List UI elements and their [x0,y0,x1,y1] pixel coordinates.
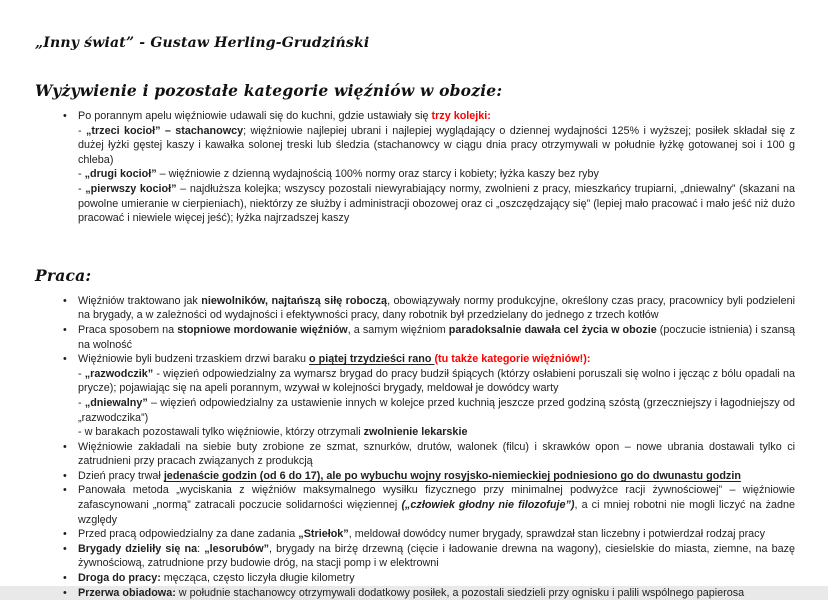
text-run: Przerwa obiadowa: [78,586,176,599]
text-run: - [78,367,85,380]
text-run: Więźniów traktowano jak [78,294,202,307]
text-run: zwolnienie lekarskie [363,426,468,439]
text-run: „lesorubów” [204,542,270,555]
text-run: - [78,124,86,137]
text-run: męcząca, często liczyła długie kilometry [160,572,355,585]
text-run: stopniowe mordowanie więźniów [177,323,348,336]
text-run: - [78,396,85,409]
text-run: „trzeci kocioł” – stachanowcy [85,124,244,137]
text-run: - w barakach pozostawali tylko więźniowie, którzy otrzymali [78,426,364,439]
text-run: paradoksalnie dawała cel życia w obozie [448,323,657,336]
text-run: Panowała metoda „wyciskania z więźniów maksymalnego wysiłku fizycznego przy minimalnej podwyżce racji żywnościowej” – więźniowie zafascynowani „normą” zatracali poczucie solidarności więziennej [78,484,795,512]
text-run: „pierwszy kocioł” [85,182,177,195]
text-run: – więzień odpowiedzialny za ustawienie innych w kolejce przed kuchnią jeszcze przed godziną szóstą (grzeczniejszy i łagodniejszy od „razwodczika”) [78,396,795,424]
text-run: Dzień pracy trwał [78,469,164,482]
text-run: w południe stachanowcy otrzymywali dodatkowy posiłek, a pozostali siedzieli przy ognisku i palili wspólnego papierosa [175,586,745,599]
text-run: - [78,168,85,181]
text-run: Po porannym apelu więźniowie udawali się do kuchni, gdzie ustawiały się [78,110,432,122]
text-run: o piątej trzydzieści rano [309,353,435,366]
bullet-item [62,440,795,469]
text-run: - [78,182,86,195]
text-run: „dniewalny” [84,396,148,409]
text-run: , a ci mniej robotni nie mogli liczyć na żadne względy [78,499,795,526]
text-run: (tu także kategorie więźniów!): [434,353,591,366]
section-heading: Praca: [35,265,92,285]
bullet-item [62,352,795,440]
text-run: niewolników, najtańszą siłę roboczą [201,294,388,307]
document-title: „Inny świat” - Gustaw Herling-Grudziński [35,35,370,51]
text-run: Więźniowie zakładali na siebie buty zrobione ze szmat, sznurków, drutów, walonek (filcu) i skrawków opon – nowe ubrania dostawali tylko ci zatrudnieni przy pracach związanych z produkcją [78,440,795,468]
bullet-list [62,109,795,226]
bullet-item [62,294,795,323]
text-run: Praca sposobem na [78,323,178,336]
text-run: - więzień odpowiedzialny za wymarsz brygad do pracy budził śpiących (którzy osłabieni poruszali się wolno i jęcząc z bólu opadali na prycze); pojawiając się na apeli porannym, wzywał w kolejności brygady, meldował je dowódcy warty [78,367,795,395]
text-run: ; więźniowie najlepiej ubrani i najlepiej wyglądający o dziennej wydajności 125% i wyższej; posiłek składał się z dużej łyżki gęstej kaszy i kawałka solonej treski lub śledzia (stachanowcy w ciągu dnia pracy otrzymywali w południe łyżkę gotowanej soi i 100 g chleba) [78,124,795,166]
bullet-item [62,586,795,600]
section-food-categories [35,81,795,226]
text-run: , meldował dowódcy numer brygady, sprawdzał stan liczebny i potwierdzał rodzaj pracy [348,528,765,541]
text-run: Brygady dzieliły się na [78,542,198,555]
text-run: – najdłuższa kolejka; wszyscy pozostali niewyrabiający normy, zwolnieni z pracy, mieszkańcy trupiarni, „dniewalny” (skazani na powolne umieranie w cierpieniach), niektórzy ze służby i administracji obozowej oraz ci „oszczędzający się” (lepiej mało pracować i mało jeść niż dużo pracować i niewiele więcej jeść); łyżka najrzadszej kaszy [78,182,795,225]
text-run: „drugi kocioł” [84,168,157,181]
text-run: „Striełok” [298,528,349,541]
text-run: Więźniowie byli budzeni trzaskiem drzwi baraku [78,353,310,366]
text-run: trzy kolejki: [431,110,491,122]
text-run: – więźniowie z dzienną wydajnością 100% normy oraz starcy i kobiety; łyżka kaszy bez ryby [156,168,599,181]
bullet-item [62,527,795,542]
section-heading: Wyżywienie i pozostałe kategorie więźniów w obozie: [35,81,503,100]
bullet-list [62,294,795,600]
bullet-item [62,483,795,527]
bullet-item [62,542,795,571]
section-work [35,266,795,600]
text-run: , a samym więźniom [347,323,449,336]
text-run: (poczucie istnienia) i szansą na wolność [78,323,796,351]
text-run: „razwodczik” [84,367,154,380]
text-run: , obowiązywały normy produkcyjne, określony czas pracy, pracownicy byli podzieleni na brygady, a w zależności od wydajności i efektywności pracy, dany robotnik był przedzielany do jednego z trzech kotłów [78,294,795,322]
text-run: , brygady na birżę drzewną (cięcie i ładowanie drewna na wagony), ciesielskie do miasta, ziemne, na bazę żywnościową, zatrudnione przy budowie dróg, na stacji pomp i w elektrowni [78,542,795,570]
text-run: Droga do pracy: [78,572,161,585]
text-run: Przed pracą odpowiedzialny za dane zadania [78,528,299,541]
bullet-item [62,571,795,586]
bullet-item [62,469,795,484]
text-run: („człowiek głodny nie filozofuje”) [401,499,575,512]
bullet-item [62,109,795,226]
text-run: : [197,542,205,555]
text-run: jedenaście godzin (od 6 do 17), ale po wybuchu wojny rosyjsko-niemieckiej podniesiono go do dwunastu godzin [163,469,741,482]
bullet-item [62,323,795,352]
